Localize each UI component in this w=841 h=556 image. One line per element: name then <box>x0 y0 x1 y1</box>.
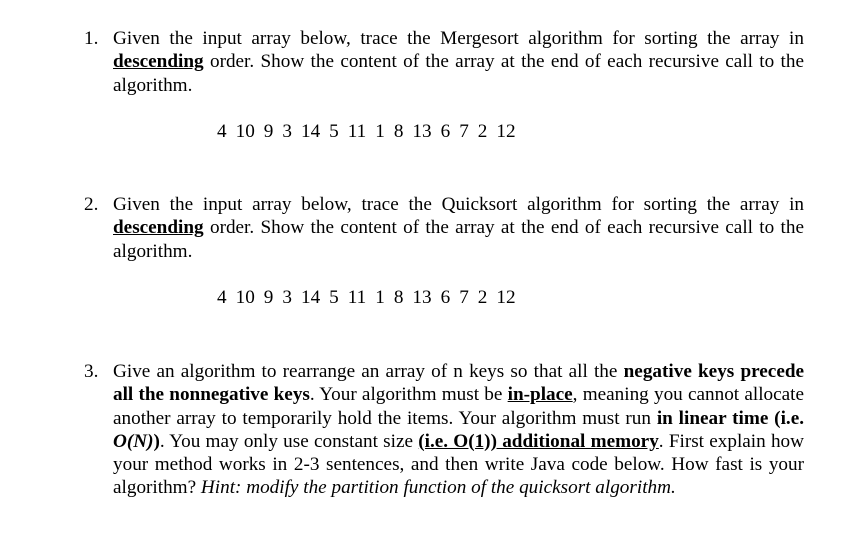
array-element: 9 <box>263 121 274 142</box>
array-element: 3 <box>282 287 292 308</box>
hint-text: Hint: modify the partition function of the quicksort algorithm. <box>200 477 676 499</box>
array-element: 11 <box>347 287 367 308</box>
question-text-part: order. Show the content of the array at the end of each recursive call to the algorithm. <box>113 51 804 96</box>
emphasis-in-place: in-place <box>507 384 573 406</box>
emphasis-linear-time-text: in linear time (i.e. <box>656 407 805 429</box>
question-3 <box>84 360 804 500</box>
question-2 <box>84 193 804 263</box>
array-element: 8 <box>393 287 404 308</box>
array-element: 7 <box>459 121 469 142</box>
array-element: 13 <box>412 121 432 142</box>
array-element: 12 <box>496 121 516 142</box>
array-element: 8 <box>393 121 404 142</box>
question-text-part: , meaning you cannot allocate another array to temporarily hold the items. Your algorithm must run <box>113 384 804 429</box>
question-text-part: Give an algorithm to rearrange an array of n keys so that all the <box>113 361 618 382</box>
array-element: 2 <box>477 121 488 142</box>
question-number: 2. <box>84 194 99 215</box>
array-element: 13 <box>412 287 432 308</box>
array-element: 5 <box>329 287 339 308</box>
array-element: 3 <box>282 121 292 142</box>
array-element: 6 <box>440 121 451 142</box>
array-element: 4 <box>217 121 227 142</box>
array-element: 14 <box>300 287 321 308</box>
question-text <box>113 27 804 97</box>
question-text-part: Given the input array below, trace the Quicksort algorithm for sorting the array in <box>113 194 804 215</box>
array-element: 10 <box>235 121 255 142</box>
input-array-1 <box>217 120 525 143</box>
emphasis-negative-keys: negative keys precede all the nonnegative keys <box>113 361 805 406</box>
array-element: 1 <box>375 121 385 142</box>
question-text-part: Given the input array below, trace the Mergesort algorithm for sorting the array in <box>113 28 804 49</box>
emphasis-descending: descending <box>113 217 204 239</box>
emphasis-constant-memory: (i.e. O(1)) additional memory <box>418 430 659 452</box>
question-text <box>113 193 804 263</box>
question-number: 3. <box>84 361 99 382</box>
question-text <box>113 360 804 500</box>
question-text-part: . Your algorithm must be <box>309 384 503 406</box>
array-element: 12 <box>496 287 516 308</box>
array-element: 1 <box>375 287 385 308</box>
array-element: 5 <box>329 121 339 142</box>
array-element: 7 <box>459 287 469 308</box>
array-element: 10 <box>235 287 255 308</box>
array-element: 4 <box>217 287 227 308</box>
array-element: 11 <box>347 121 367 142</box>
array-element: 14 <box>300 121 321 142</box>
emphasis-descending: descending <box>113 51 204 73</box>
array-element: 2 <box>477 287 488 308</box>
question-text-part: . First explain how your method works in 2-3 sentences, and then write Java code below. How fast is your algorithm? <box>113 430 804 499</box>
input-array-2 <box>217 286 525 309</box>
array-element: 9 <box>263 287 274 308</box>
emphasis-linear-time-close: ) <box>153 430 160 452</box>
question-number: 1. <box>84 28 99 49</box>
question-1 <box>84 27 804 97</box>
question-text-part: . You may only use constant size <box>159 430 413 452</box>
question-text-part: order. Show the content of the array at the end of each recursive call to the algorithm. <box>113 217 804 262</box>
emphasis-big-o-n: O(N) <box>113 430 154 452</box>
array-element: 6 <box>440 287 451 308</box>
